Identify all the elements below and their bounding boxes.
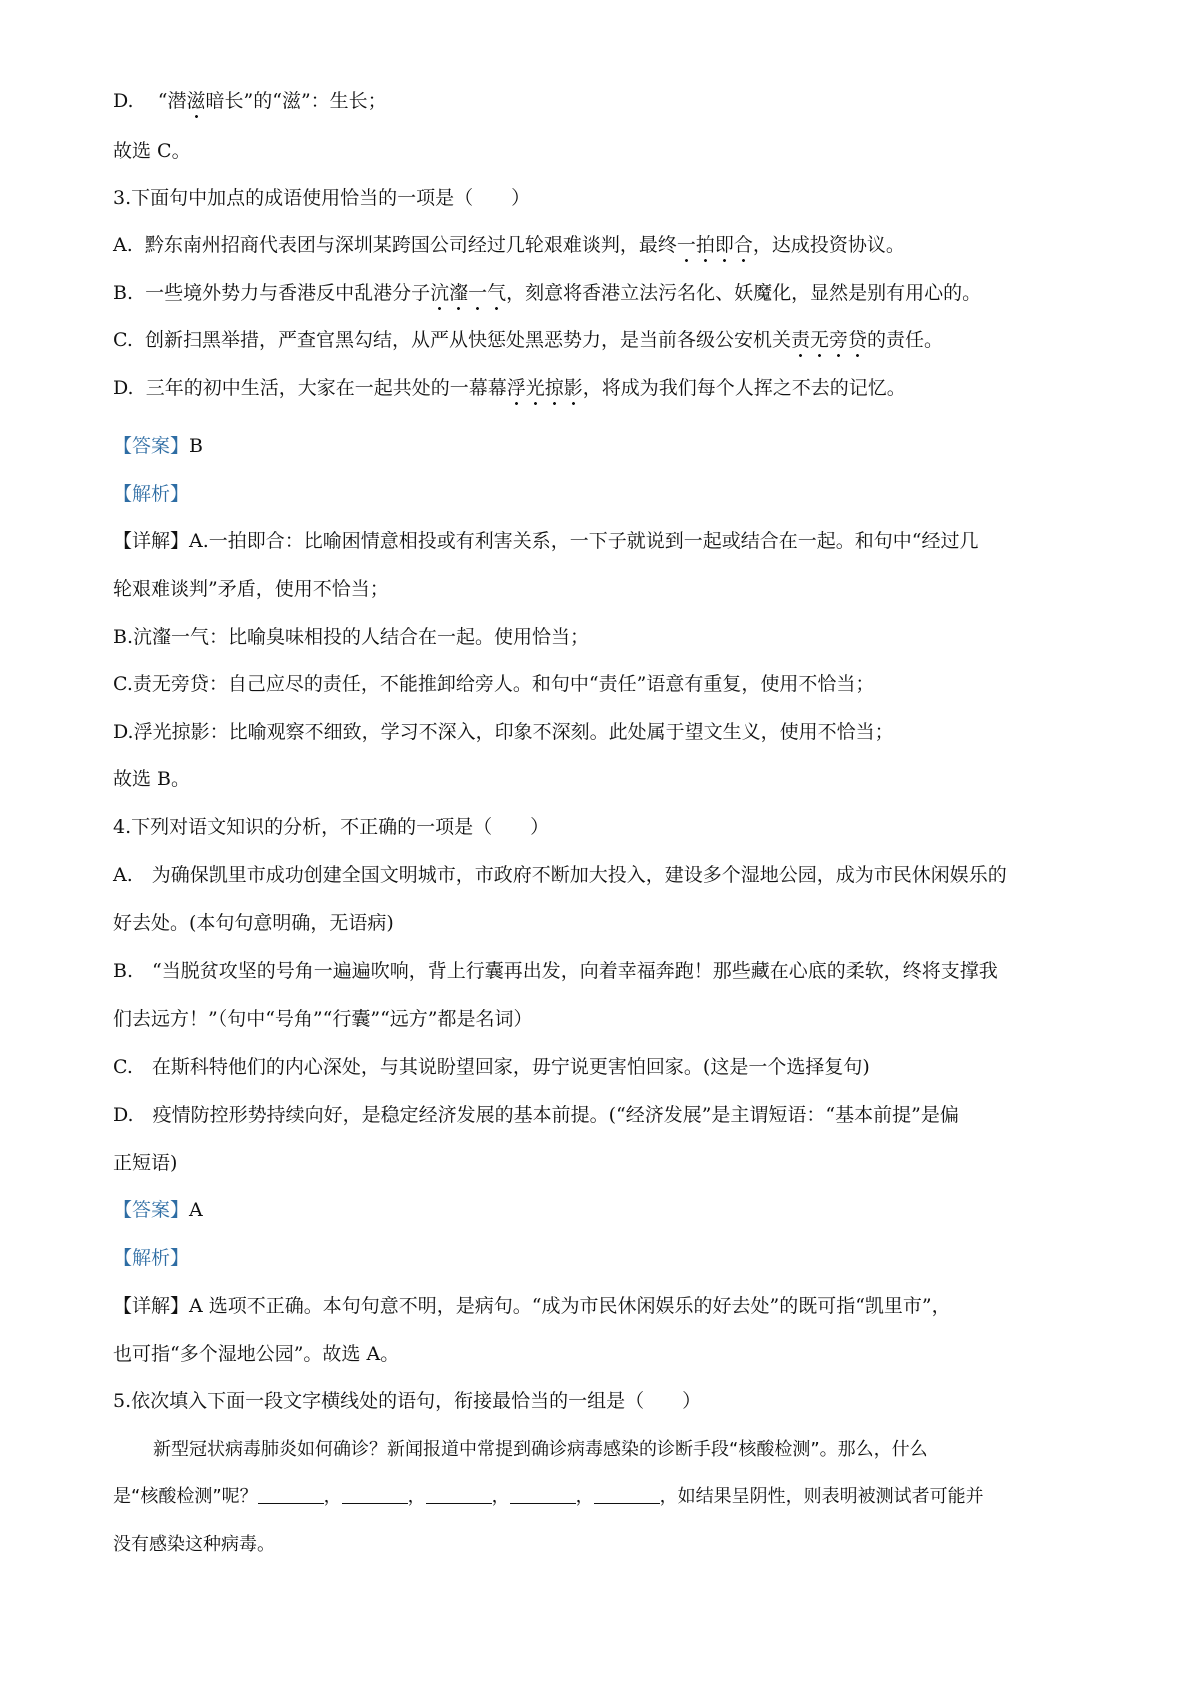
q4-option-b-cont: 们去远方！”（句中“号角”“行囊”“远方”都是名词）	[113, 1008, 533, 1030]
answer-value: B	[189, 435, 203, 457]
q2-conclusion: 故选 C。	[113, 140, 191, 162]
q4-answer	[113, 1197, 203, 1223]
q5-passage-line: 没有感染这种病毒。	[113, 1534, 275, 1555]
q3-detail-line: B.沆瀣一气：比喻臭味相投的人结合在一起。使用恰当；	[113, 626, 590, 648]
q4-option-b: B. “当脱贫攻坚的号角一遍遍吹响，背上行囊再出发，向着幸福奔跑！那些藏在心底的柔软，终将支撑我	[113, 960, 998, 982]
q4-option-d-cont: 正短语)	[113, 1152, 178, 1174]
dotted-idiom: 沆瀣一气	[430, 282, 506, 311]
q3-detail-line: 轮艰难谈判”矛盾，使用不恰当；	[113, 578, 389, 600]
q4-option-a-cont: 好去处。(本句句意明确，无语病)	[113, 912, 394, 934]
passage-text: ，如结果呈阴性，则表明被测试者可能并	[659, 1486, 984, 1507]
q5-passage-line: 新型冠状病毒肺炎如何确诊？新闻报道中常提到确诊病毒感染的诊断手段“核酸检测”。那么，什么	[153, 1439, 928, 1460]
comma: ，	[407, 1486, 426, 1507]
dotted-word: 滋	[187, 90, 206, 119]
option-label: B.	[113, 282, 134, 304]
fill-blank-2[interactable]	[342, 1485, 408, 1504]
q3-option-b	[113, 280, 981, 306]
q5-passage-line	[113, 1484, 984, 1510]
option-text: ，刻意将香港立法污名化、妖魔化，显然是别有用心的。	[506, 282, 982, 304]
q4-option-a: A. 为确保凯里市成功创建全国文明城市，市政府不断加大投入，建设多个湿地公园，成为市民休闲娱乐的	[113, 864, 1007, 886]
answer-value: A	[189, 1199, 203, 1221]
option-text: 创新扫黑举措，严查官黑勾结，从严从快惩处黑恶势力，是当前各级公安机关	[145, 329, 792, 351]
q3-option-d	[113, 375, 906, 401]
fill-blank-4[interactable]	[510, 1485, 576, 1504]
fill-blank-5[interactable]	[594, 1485, 660, 1504]
analysis-tag: 【解析】	[113, 483, 190, 505]
dotted-idiom: 浮光掠影	[507, 377, 583, 406]
analysis-tag: 【解析】	[113, 1247, 190, 1269]
option-text: ，将成为我们每个人挥之不去的记忆。	[582, 377, 906, 399]
dotted-idiom: 一拍即合	[677, 234, 753, 263]
comma: ，	[491, 1486, 510, 1507]
option-text: “潜	[157, 90, 187, 112]
fill-blank-3[interactable]	[426, 1485, 492, 1504]
q4-stem: 4.下列对语文知识的分析，不正确的一项是（ ）	[113, 816, 550, 838]
q3-detail-line: C.责无旁贷：自己应尽的责任，不能推卸给旁人。和句中“责任”语意有重复，使用不恰当；	[113, 673, 875, 695]
comma: ，	[575, 1486, 594, 1507]
q4-option-c: C. 在斯科特他们的内心深处，与其说盼望回家，毋宁说更害怕回家。(这是一个选择复句)	[113, 1056, 870, 1078]
q4-option-d: D. 疫情防控形势持续向好，是稳定经济发展的基本前提。(“经济发展”是主谓短语：“基本前提”是偏	[113, 1104, 959, 1126]
q5-stem: 5.依次填入下面一段文字横线处的语句，衔接最恰当的一组是（ ）	[113, 1390, 702, 1412]
q3-conclusion: 故选 B。	[113, 768, 191, 790]
q4-analysis-tag	[113, 1245, 189, 1271]
q3-option-c	[113, 327, 943, 353]
option-text: 一些境外势力与香港反中乱港分子	[145, 282, 431, 304]
q3-option-a	[113, 232, 905, 258]
option-label: C.	[113, 329, 133, 351]
fill-blank-1[interactable]	[258, 1485, 324, 1504]
q3-detail-line: D.浮光掠影：比喻观察不细致，学习不深入，印象不深刻。此处属于望文生义，使用不恰当；	[113, 721, 894, 743]
q4-detail-line: 【详解】A 选项不正确。本句句意不明，是病句。“成为市民休闲娱乐的好去处”的既可指“凯里市”，	[113, 1295, 951, 1317]
comma: ，	[323, 1486, 342, 1507]
q3-analysis-tag	[113, 481, 189, 507]
q2-option-d	[113, 88, 387, 114]
option-text: ，达成投资协议。	[752, 234, 905, 256]
option-label: D.	[113, 90, 134, 112]
q3-answer	[113, 433, 203, 459]
option-text: 黔东南州招商代表团与深圳某跨国公司经过几轮艰难谈判，最终	[144, 234, 677, 256]
answer-tag: 【答案】	[113, 1199, 190, 1221]
q3-detail-line: 【详解】A.一拍即合：比喻困情意相投或有利害关系，一下子就说到一起或结合在一起。和句中“经过几	[113, 530, 979, 552]
option-text: 三年的初中生活，大家在一起共处的一幕幕	[145, 377, 507, 399]
option-label: D.	[113, 377, 134, 399]
option-text: 的责任。	[867, 329, 944, 351]
q4-detail-line: 也可指“多个湿地公园”。故选 A。	[113, 1343, 400, 1365]
answer-tag: 【答案】	[113, 435, 190, 457]
option-label: A.	[113, 234, 133, 256]
passage-text: 是“核酸检测”呢？	[113, 1486, 258, 1507]
option-text: 暗长”的“滋”：生长；	[205, 90, 387, 112]
dotted-idiom: 责无旁贷	[791, 329, 867, 358]
q3-stem: 3.下面句中加点的成语使用恰当的一项是（ ）	[113, 187, 531, 209]
